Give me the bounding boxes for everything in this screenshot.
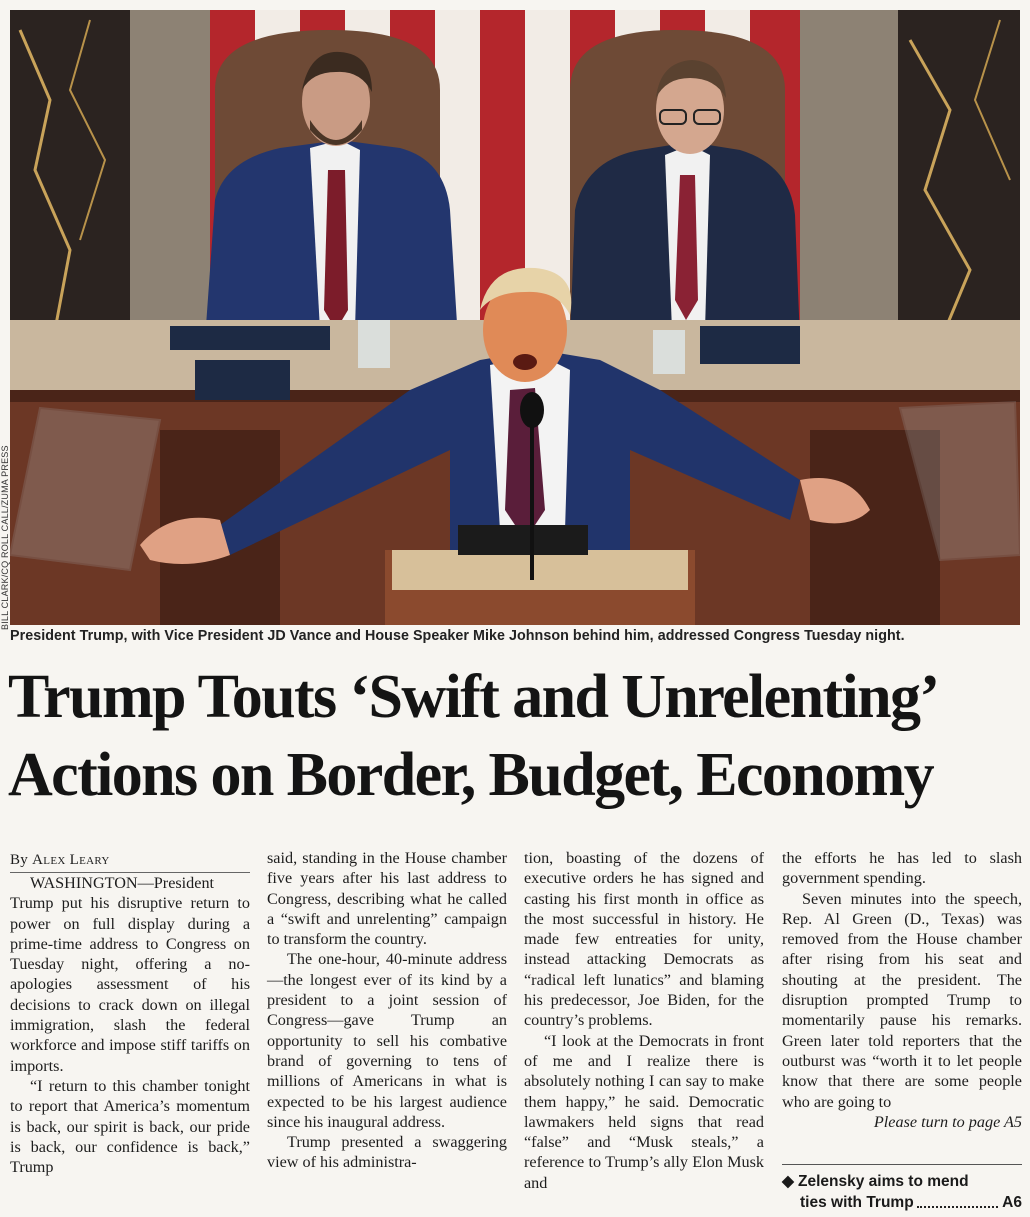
- photo-caption: President Trump, with Vice President JD Vance and House Speaker Mike Johnson behind him, addressed Congress Tuesday night.: [10, 628, 905, 644]
- jump-line[interactable]: Please turn to page A5: [873, 1112, 1022, 1131]
- headline-line-2: Actions on Border, Budget, Economy: [8, 741, 934, 809]
- teaser-line-2: ties with Trump: [800, 1194, 914, 1211]
- article-column-1: [10, 848, 250, 1177]
- teaser-box[interactable]: [782, 1164, 1022, 1213]
- article-column-3: [524, 848, 764, 1193]
- leader-dots: [917, 1192, 998, 1208]
- byline-author: Alex Leary: [32, 852, 110, 868]
- paragraph: WASHINGTON—President Trump put his disruptive return to power on full display during a prime-time address to Congress on Tuesday night, offering a no-apologies assessment of his decisions to crack down on illegal immigration, slash the federal workforce and impose stiff tariffs on imports.: [10, 874, 250, 1075]
- paragraph: tion, boasting of the dozens of executive orders he has signed and casting his first month in office as the most successful in history. He made few entreaties for unity, instead attacking Democrats as “radical left lunatics” and blaming his predecessor, Joe Biden, for the country’s problems.: [524, 849, 764, 1030]
- lead-photo: [10, 10, 1020, 625]
- byline-prefix: By: [10, 852, 29, 868]
- headline-line-1: Trump Touts ‘Swift and Unrelenting’: [8, 663, 939, 731]
- teaser-page: A6: [1002, 1194, 1022, 1211]
- paragraph: Trump presented a swaggering view of his administra-: [267, 1133, 507, 1172]
- article-column-2: [267, 848, 507, 1173]
- teaser-line-1: Zelensky aims to mend: [798, 1173, 969, 1190]
- paragraph: Seven minutes into the speech, Rep. Al Green (D., Texas) was removed from the House chamber after rising from his seat and shouting at the president. The disruption prompted Trump to momentarily pause his remarks. Green later told reporters that the outburst was “worth it to let people know that there are some people who are going to: [782, 889, 1022, 1111]
- paragraph: “I look at the Democrats in front of me and I realize there is absolutely nothing I can say to make them happy,” he said. Democratic lawmakers held signs that read “false” and “Musk steals,” a reference to Trump’s ally Elon Musk and: [524, 1031, 764, 1192]
- paragraph: the efforts he has led to slash government spending.: [782, 849, 1022, 888]
- photo-credit: BILL CLARK/CQ ROLL CALL/ZUMA PRESS: [0, 445, 10, 630]
- diamond-bullet-icon: ◆: [782, 1173, 794, 1190]
- paragraph: “I return to this chamber tonight to report that America’s momentum is back, our spirit is back, our pride is back, our confidence is back,” Trump: [10, 1076, 250, 1177]
- paragraph: said, standing in the House chamber five years after his last address to Congress, describing what he called a “swift and unrelenting” campaign to transform the country.: [267, 849, 507, 949]
- byline: [10, 848, 250, 873]
- article-column-4: [782, 848, 1022, 1132]
- headline: [8, 658, 1026, 814]
- paragraph: The one-hour, 40-minute address—the longest ever of its kind by a president to a joint session of Congress—gave Trump an opportunity to sell his combative brand of governing to tens of millions of Americans in what is expected to be his largest audience since his inaugural address.: [267, 950, 507, 1131]
